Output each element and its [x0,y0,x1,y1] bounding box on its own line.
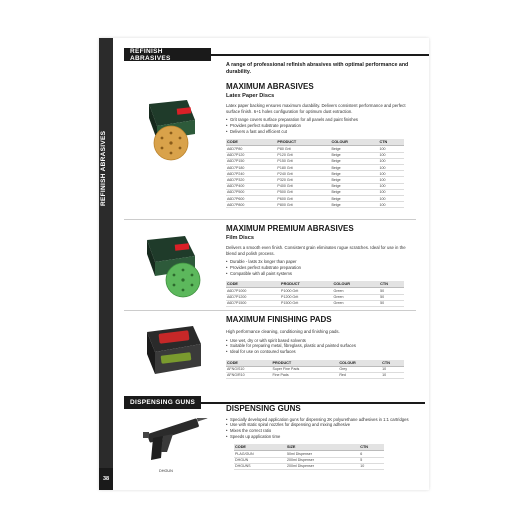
col-header: COLOUR [333,281,380,288]
product-description: High performance cleaning, conditioning and finishing pads. [226,328,340,334]
table-cell: P1500 Grit [280,300,333,306]
intro-text: A range of professional refinish abrasives with optimal performance and durability. [226,62,409,75]
col-header: CTN [381,360,404,367]
table-cell: P150 Grit [276,158,330,164]
feature-list [226,259,416,276]
section-header-refinish [124,48,429,61]
col-header: PRODUCT [271,360,338,367]
table-cell: P1000 Grit [280,288,333,294]
spec-table [234,444,384,470]
table-cell: 200ml Dispenser [286,457,359,463]
feature-item: • Compatible with all paint systems [226,271,416,277]
table-cell: Green [333,294,380,300]
feature-item: • Grit range covers surface preparation for all panels and paint finishes [226,117,416,123]
table-cell: A6D7P1500 [226,300,280,306]
col-header: SIZE [286,444,359,451]
feature-item: • Use with static spiral nozzles for dispensing and mixing adhesive [226,422,416,428]
table-cell: 100 [378,171,404,177]
table-cell: Green [333,300,380,306]
table-cell: DHGUN [234,457,286,463]
divider [124,310,416,311]
table-cell: A6D7P1000 [226,288,280,294]
table-cell: P500 Grit [276,189,330,195]
table-cell: Beige [330,195,378,201]
product-title: MAXIMUM PREMIUM ABRASIVES [226,224,354,233]
table-cell: A6D7P400 [226,183,276,189]
table-cell: Beige [330,152,378,158]
finishing-pads-product-image [143,322,205,378]
spec-table [226,281,404,307]
table-cell: P180 Grit [276,164,330,170]
table-cell: P800 Grit [276,202,330,208]
catalog-page [99,38,429,490]
feature-item: • Ideal for use on contoured surfaces [226,349,416,355]
table-cell: P600 Grit [276,195,330,201]
dispensing-gun-image [139,418,211,468]
table-cell: P1200 Grit [280,294,333,300]
side-tab-label: REFINISH ABRASIVES [100,130,107,206]
table-cell: P120 Grit [276,152,330,158]
table-cell: 50ml Dispenser [286,451,359,457]
table-cell: 10 [381,372,404,378]
table-cell: A6D7P320 [226,177,276,183]
table-cell: 50 [379,300,404,306]
table-cell: Beige [330,189,378,195]
col-header: COLOUR [338,360,381,367]
section-label-dispensing: DISPENSING GUNS [124,396,201,409]
col-header: COLOUR [330,139,378,146]
table-cell: P240 Grit [276,171,330,177]
table-cell: DHGUNS [234,463,286,469]
product-description: Delivers a smooth even finish. Consistent grain eliminates rogue scratches. Ideal for use in the blend and polish process. [226,244,406,256]
feature-list [226,417,416,440]
table-cell: P400 Grit [276,183,330,189]
feature-item: • Use wet, dry or with spirit based solvents [226,338,416,344]
table-cell: P320 Grit [276,177,330,183]
table-cell: A6D7P240 [226,171,276,177]
table-cell: A6D7P120 [226,152,276,158]
table-cell: A6D7P800 [226,202,276,208]
table-cell: 5 [359,457,384,463]
table-cell: P80 Grit [276,146,330,152]
table-cell: A6D7P600 [226,195,276,201]
table-cell: Beige [330,183,378,189]
table-cell: 100 [378,146,404,152]
section-label-refinish: REFINISH ABRASIVES [124,48,211,61]
page-number: 38 [99,468,113,490]
product-title: MAXIMUM FINISHING PADS [226,315,332,324]
table-row [234,463,384,469]
image-caption: DHGUN [159,469,173,473]
table-cell: Beige [330,177,378,183]
col-header: PRODUCT [276,139,330,146]
table-cell: 100 [378,152,404,158]
table-cell: 200ml Dispenser [286,463,359,469]
feature-item: • Provides perfect substrate preparation [226,123,416,129]
table-cell: 10 [381,366,404,372]
product-description: Latex paper backing ensures maximum durability. Delivers consistent performance and perfect surface finish. 6+1 holes configuration for optimum dust extraction. [226,102,406,114]
product-dispensing-guns [226,405,416,470]
side-tab [99,38,113,490]
table-cell: Green [333,288,380,294]
col-header: CODE [226,139,276,146]
table-cell: A6D7P180 [226,164,276,170]
table-cell: 100 [378,202,404,208]
product-title: MAXIMUM ABRASIVES [226,82,314,91]
table-cell: 100 [378,189,404,195]
table-cell: 100 [378,177,404,183]
feature-item: • Delivers a fast and efficient cut [226,129,416,135]
table-cell: 6 [359,451,384,457]
table-cell: Super Fine Pads [271,366,338,372]
table-cell: A6D7P1200 [226,294,280,300]
spec-table [226,139,404,208]
feature-item: • Provides perfect substrate preparation [226,265,416,271]
table-cell: Fine Pads [271,372,338,378]
product-title: DISPENSING GUNS [226,404,301,413]
feature-item: • Specially developed application guns for dispensing 2K polyurethane adhesives in 1:1 cartridges [226,417,416,423]
table-cell: 50 [379,294,404,300]
table-cell: 100 [378,164,404,170]
table-row [226,300,404,306]
table-cell: AFNG/S10 [226,366,271,372]
table-cell: AFNG/R10 [226,372,271,378]
col-header: CTN [378,139,404,146]
table-cell: 100 [378,195,404,201]
table-cell: 100 [378,158,404,164]
table-cell: Beige [330,164,378,170]
feature-list [226,338,416,355]
table-cell: 10 [359,463,384,469]
table-cell: 50 [379,288,404,294]
table-cell: A6D7P500 [226,189,276,195]
table-cell: PLAG/GUN [234,451,286,457]
product-maximum-premium-abrasives [226,225,416,307]
product-maximum-abrasives [226,83,416,208]
table-cell: Beige [330,158,378,164]
table-cell: Red [338,372,381,378]
feature-item: • Mixes the correct ratio [226,428,416,434]
latex-disc-product-image [143,98,203,168]
col-header: PRODUCT [280,281,333,288]
table-cell: A6D7P80 [226,146,276,152]
col-header: CODE [226,360,271,367]
divider [124,219,416,220]
table-row [226,372,404,378]
feature-item: • Suitable for preparing metal, fibreglass, plastic and painted surfaces [226,343,416,349]
feature-item: • Speeds up application time [226,434,416,440]
section-rule [211,54,429,56]
table-cell: Grey [338,366,381,372]
table-cell: Beige [330,202,378,208]
feature-list [226,117,416,134]
table-cell: 100 [378,183,404,189]
spec-table [226,360,404,379]
table-cell: Beige [330,146,378,152]
table-cell: A6D7P150 [226,158,276,164]
col-header: CTN [359,444,384,451]
product-subtitle: Latex Paper Discs [226,92,275,99]
col-header: CODE [226,281,280,288]
product-subtitle: Film Discs [226,234,254,241]
film-disc-product-image [143,234,203,304]
table-cell: Beige [330,171,378,177]
col-header: CTN [379,281,404,288]
product-maximum-finishing-pads [226,316,416,379]
feature-item: • Durable - lasts 3x longer than paper [226,259,416,265]
table-row [226,202,404,208]
col-header: CODE [234,444,286,451]
